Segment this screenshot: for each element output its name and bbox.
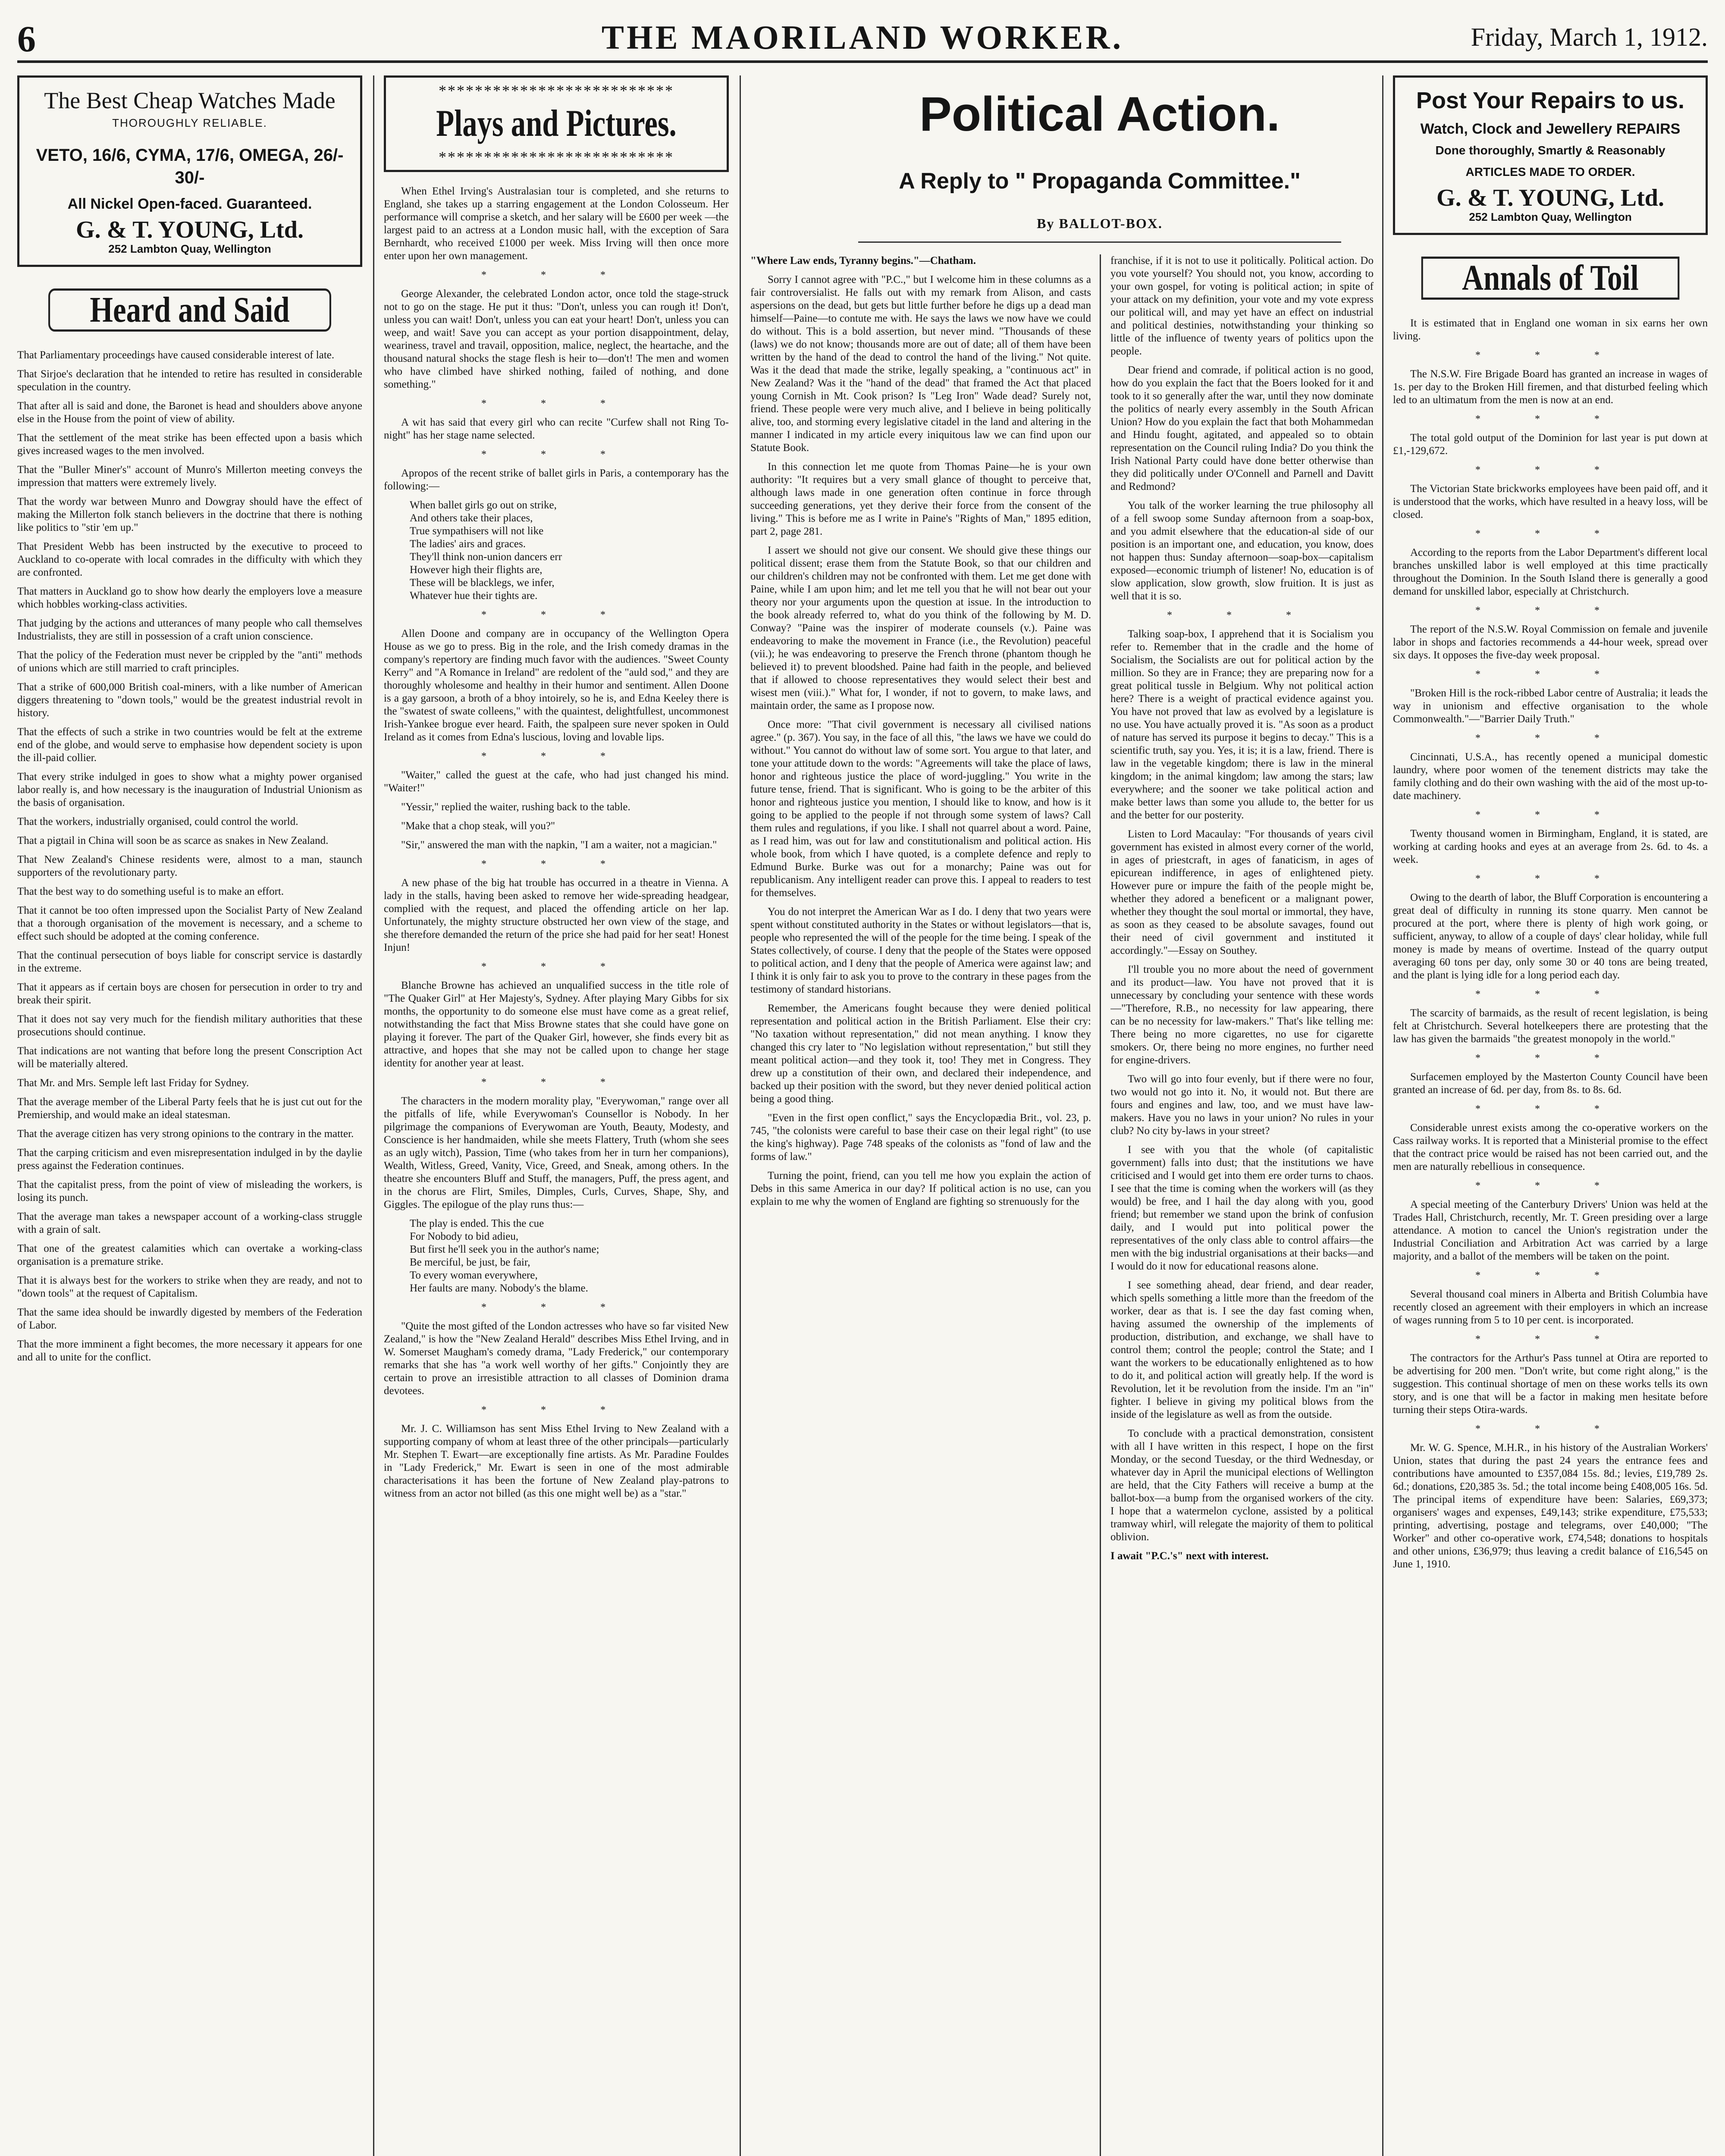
annals-item: Surfacemen employed by the Masterton County Council have been granted an increase of 6d. per day, from 8s. to 8s. 6d. <box>1393 1071 1708 1096</box>
separator: * * * <box>481 270 631 281</box>
political-paragraph: Talking soap-box, I apprehend that it is Socialism you refer to. Remember that in the cradle and the home of Socialism, the Socialists are out for political action by the million. So they are in France; they are preparing now for a great political tussle in Belgium. Why not political action here? There is a weight of practical evidence against you. You have not proved that law as evolved by a legislature is no use. You have actually proved it is. "As soon as a product of nature has served its purpose it begins to decay." This is a scientific truth, say you. Yes, it is; it is a law, friend. There is law in the vegetable kingdom; there is law in the mineral kingdom; in the animal kingdom; law among the stars; law everywhere; and the sooner we take political action and make better laws than some you allude to, the better for us and the better for our posterity. <box>1110 628 1374 821</box>
column-rule <box>740 75 741 2156</box>
epilogue-verse <box>384 1217 729 1295</box>
heard-item: That the policy of the Federation must never be crippled by the "anti" methods of unions which are still married to craft principles. <box>17 649 362 674</box>
heard-item: That the average man takes a newspaper account of a working-class struggle with a grain of salt. <box>17 1211 362 1235</box>
annals-item: Several thousand coal miners in Alberta and British Columbia have recently closed an agreement with their employers in which an increase of wages running from 5 to 10 per cent. is incorporated. <box>1393 1288 1708 1326</box>
political-paragraph: I assert we should not give our consent. We should give these things our political dissent; erase them from the Statute Book, so that our children and our children's children may not be confronted with them. Let me get done with Paine, while I am upon him; and let me tell you that he will not bear out your theory nor your arguments upon the question at issue. In the introduction to the book already referred to, what do you think of the following by M. D. Conway? "Paine was the inspirer of moderate counsels (v.). Paine was endeavoring to make the movement in France (i.e., the Revolution) peaceful (vii.); he was endeavoring to preserve the French throne (phantom though he believed it) to prevent bloodshed. Paine had faith in the people, and believed that if allowed to choose representatives they would select their best and wisest men (viii.)." What for, I wonder, if not to govern, to make laws, and maintain order, the same as I propose now. <box>750 545 1091 711</box>
heard-item: That it does not say very much for the fiendish military authorities that these prosecutions should continue. <box>17 1013 362 1038</box>
separator: * * * <box>481 751 631 762</box>
verse-line: These will be blacklegs, we infer, <box>410 577 555 589</box>
plays-paragraph: Allen Doone and company are in occupancy of the Wellington Opera House as we go to press. Big in the role, and the Irish comedy dramas in the company's repertory are finding much favor with the audiences. "Sweet County Kerry" and "A Romance in Ireland" are redolent of the "auld sod," and they are thoroughly wholesome and healthy in their humor and sentiment. Allen Doone is a gay garsoon, a broth of a bhoy intoirely, so he is, and Edna Keeley there is the "swatest of swate colleens," with the quaintest, delightfullest, uncommonest Irish-Yankee brogue ever heard. Faith, the spalpeen sure never spoken in Ould Ireland as it comes from Edna's luscious, loving and lovable lips. <box>384 628 729 743</box>
heard-item: That a pigtail in China will soon be as scarce as snakes in New Zealand. <box>17 835 329 846</box>
heard-item: That the workers, industrially organised, could control the world. <box>17 816 298 827</box>
heard-item: That the more imminent a fight becomes, the more necessary it appears for one and all to unite for the conflict. <box>17 1338 362 1363</box>
separator: * * * <box>1475 873 1625 884</box>
heard-item: That judging by the actions and utterances of many people who call themselves Industrialists, they are still in possession of a craft union conscience. <box>17 617 362 642</box>
heard-item: That after all is said and done, the Baronet is head and shoulders above anyone else in the House from the point of view of ability. <box>17 400 362 425</box>
separator: * * * <box>1475 1423 1625 1435</box>
heard-item: That the wordy war between Munro and Dowgray should have the effect of making the Millerton folk stanch believers in the doctrine that there is nothing like politics to "stir 'em up." <box>17 496 362 533</box>
signoff: I await "P.C.'s" next with interest. <box>1110 1550 1269 1562</box>
heard-item: That President Webb has been instructed by the executive to proceed to Auckland to co-operate with local comrades in the difficulty with which they are confronted. <box>17 541 362 578</box>
verse-line: When ballet girls go out on strike, <box>410 499 557 511</box>
separator: * * * <box>481 859 631 870</box>
heard-item: That the best way to do something useful is to make an effort. <box>17 886 284 897</box>
separator: * * * <box>1475 464 1625 476</box>
heard-and-said-items <box>17 349 362 1364</box>
heard-item: That it is always best for the workers to strike when they are ready, and not to "down tools" at the request of Capitalism. <box>17 1275 362 1299</box>
plays-paragraph: Mr. J. C. Williamson has sent Miss Ethel Irving to New Zealand with a supporting company of whom at least three of the other principals—particularly Mr. Stephen T. Ewart—are exceptionally fine artists. As Mr. Paradine Fouldes in "Lady Frederick," Mr. Ewart is seen in one of the most admirable characterisations it has been the fortune of New Zealand play-patrons to witness from an actor not billed (as this one might well be) as a "star." <box>384 1423 729 1499</box>
political-paragraph: Sorry I cannot agree with "P.C.," but I welcome him in these columns as a fair controversialist. He falls out with my remark from Alison, and casts aspersions on the dead, but gets but little further before he digs up a dead man himself—Paine—to contute me with. He says the laws we now have we could do without. This is a bold assertion, but never mind. "Thousands of these (laws) we do not know; thousands more are out of date; all of them have been written by the hand of the dead to control the hand of the living." Not quite. Was it the dead that made the strike, legally speaking, a "continuous act" in New Zealand? Was it the "hand of the dead" that framed the Act that placed young Cornish in Mt. Cook prison? Is "Leg Iron" Wade dead? Surely not, friend. These people were very much alive, and I believe in being politically alive, too, and storming every legislative citadel in the land and altering in the manner I indicated in my article every iniquitous law we can find upon our Statute Book. <box>750 274 1091 454</box>
heard-item: That the effects of such a strike in two countries would be felt at the extreme end of the globe, and would serve to emphasise how dependent society is upon the ill-paid collier. <box>17 726 362 764</box>
separator: * * * <box>1475 1180 1625 1191</box>
annals-item: A special meeting of the Canterbury Drivers' Union was held at the Trades Hall, Christchurch, recently, Mr. T. Green presiding over a large attendance. A motion to cancel the Union's registration under the Industrial Conciliation and Arbitration Act was carried by a large majority, and a ballot of the members will be taken on the point. <box>1393 1199 1708 1262</box>
issue-date: Friday, March 1, 1912. <box>1471 23 1708 51</box>
masthead <box>17 13 1708 63</box>
plays-paragraph: The characters in the modern morality play, "Everywoman," range over all the pitfalls of life, while Everywoman's Counsellor is Nobody. In her pilgrimage the companions of Everywoman are Youth, Beauty, Modesty, and Conscience is her handmaiden, while she meets Flattery, Truth (whom she sees as an ugly witch), Passion, Time (who takes from her in turn her companions), Wealth, Witless, Greed, Vanity, Vice, Greed, and Sneak, among others. In the theatre she encounters Bluff and Stuff, the managers, Puff, the press agent, and in the chorus are Flirt, Smiles, Dimples, Curls, Curves, Shape, Shy, and Giggles. The epilogue of the play runs thus:— <box>384 1095 729 1210</box>
political-paragraph: Dear friend and comrade, if political action is no good, how do you explain the fact that the Boers looked for it and took to it so generally after the war, until they now dominate the politics of nearly every assembly in the South African Union? How do you explain the fact that both Mohammedan and Hindu fought, agitated, and appealed so to obtain representation on the Council ruling India? Do you think the Irish National Party could have done better otherwise than they did politically under O'Connell and Parnell and Davitt and Redmond? <box>1110 364 1374 492</box>
heard-item: That matters in Auckland go to show how dearly the employers love a measure which hobbles working-class activities. <box>17 586 362 610</box>
plays-paragraph: When Ethel Irving's Australasian tour is completed, and she returns to England, she takes up a starring engagement at the London Colosseum. Her performance will comprise a sketch, and her salary will be £600 per week —the largest paid to an actress at a London music hall, with the exception of Sara Bernhardt, who received £1000 per week. Miss Irving will then once more enter upon her own management. <box>384 185 729 262</box>
repairs-order: ARTICLES MADE TO ORDER. <box>1465 165 1635 179</box>
plays-paragraph: A wit has said that every girl who can recite "Curfew shall not Ring To-night" has her stage name selected. <box>384 417 729 441</box>
separator: * * * <box>1475 350 1625 361</box>
repairs-firm: G. & T. YOUNG, Ltd. <box>1436 185 1664 211</box>
heard-item: That the carping criticism and even misrepresentation indulged in by the daylie press against the Federation continues. <box>17 1147 362 1172</box>
page-number: 6 <box>17 18 36 60</box>
epigraph: "Where Law ends, Tyranny begins."—Chatham. <box>750 255 976 266</box>
separator: * * * <box>481 609 631 620</box>
political-paragraph: Turning the point, friend, can you tell me how you explain the action of Debs in this same America in our day? If political action is no use, can you explain to me why the women of England are fighting so strenuously for the <box>750 1170 1091 1207</box>
annals-item: According to the reports from the Labor Department's different local branches unskilled labor is well employed at this time practically throughout the Dominion. In the South Island there is generally a good demand for unskilled labor, especially at Christchurch. <box>1393 547 1708 597</box>
plays-paragraph: Apropos of the recent strike of ballet girls in Paris, a contemporary has the following:— <box>384 467 729 492</box>
annals-item: Cincinnati, U.S.A., has recently opened a municipal domestic laundry, where poor women of the tenement districts may take the family clothing and do their own washing with the aid of the most up-to-date machinery. <box>1393 751 1708 802</box>
political-paragraph: I'll trouble you no more about the need of government and its product—law. You have not proved that it is unnecessary by concluding your sentence with these words—"Therefore, R.B., no necessity for law appearing, there can be no necessity for law-makers." That's like telling me: There being no more cigarettes, no use for cigarette smokers. Or, there being no more engines, no further need for engine-drivers. <box>1110 964 1374 1066</box>
heard-item: That it appears as if certain boys are chosen for persecution in order to try and break their spirit. <box>17 981 362 1006</box>
annals-item: Mr. W. G. Spence, M.H.R., in his history of the Australian Workers' Union, states that during the past 24 years the entrance fees and contributions have amounted to £357,084 15s. 8d.; levies, £19,789 2s. 6d.; donations, £20,385 3s. 5d.; the total income being £408,005 16s. 5d. The principal items of expenditure have been: Salaries, £69,373; organisers' wages and expenses, £49,143; strike expenditure, £75,533; printing, advertising, postage and telegrams, over £40,000; "The Worker" and other co-operative work, £74,548; donations to hospitals and other unions, £36,979; thus leaving a credit balance of £16,545 on June 1, 1910. <box>1393 1442 1708 1570</box>
separator: * * * <box>1167 610 1317 621</box>
annals-item: Considerable unrest exists among the co-operative workers on the Cass railway works. It is reported that a Ministerial promise to the effect that the contract price would be raised has not been carried out, and the men are naturally rebellious in consequence. <box>1393 1122 1708 1172</box>
annals-item: The total gold output of the Dominion for last year is put down at £1,-129,672. <box>1393 432 1708 457</box>
political-paragraph: To conclude with a practical demonstration, consistent with all I have written in this respect, I hope on the first Monday, or the second Tuesday, or the third Wednesday, or whatever day in April the municipal elections of Wellington are held, that the City Fathers will receive a bump at the ballot-box—a bump from the organised workers of the city. I hope that a watermelon cyclone, assisted by a political tramway whirl, will relegate the majority of them to political oblivion. <box>1110 1428 1374 1543</box>
watches-tag: THOROUGHLY RELIABLE. <box>112 116 267 129</box>
separator: * * * <box>481 1077 631 1088</box>
verse-line: However high their flights are, <box>410 564 543 576</box>
verse-line: And others take their places, <box>410 512 533 524</box>
heard-item: That the continual persecution of boys liable for conscript service is dastardly in the extreme. <box>17 950 362 974</box>
plays-paragraph: "Quite the most gifted of the London actresses who have so far visited New Zealand," is how the "New Zealand Herald" describes Miss Ethel Irving, and in W. Somerset Maugham's comedy drama, "Lady Frederick," our contemporary remarks that she has "a work well worthy of her gifts." Conjointly they are certain to prove an irresistible attraction to all classes of Dominion drama devotees. <box>384 1320 729 1397</box>
annals-item: It is estimated that in England one woman in six earns her own living. <box>1393 317 1708 342</box>
separator: * * * <box>481 1302 631 1313</box>
plays-paragraph: "Make that a chop steak, will you?" <box>401 820 555 832</box>
verse-line: They'll think non-union dancers err <box>410 551 562 563</box>
watches-prices: VETO, 16/6, CYMA, 17/6, OMEGA, 26/- 30/- <box>36 146 344 187</box>
separator: * * * <box>481 1404 631 1416</box>
plays-paragraph: George Alexander, the celebrated London actor, once told the stage-struck not to go on the stage. He put it thus: "Don't, unless you can rough it! Don't, unless you can wait! Don't, unless you can eat your heart! Don't, unless you can weep, and wait! Save you can accept as your portion disappointment, delay, weariness, travel and travail, opposition, malice, neglect, the heartache, and the thousand natural shocks the stage flesh is heir to—don't! The men and women who have climbed have shirked nothing, failed of nothing, and done something." <box>384 288 729 390</box>
column-rule <box>373 75 374 2156</box>
header-rule <box>858 241 1341 243</box>
watches-address: 252 Lambton Quay, Wellington <box>108 242 271 255</box>
annals-item: The Victorian State brickworks employees have been paid off, and it is understood that the works, which have resulted in a heavy loss, will be closed. <box>1393 483 1708 520</box>
watches-firm: G. & T. YOUNG, Ltd. <box>76 216 304 243</box>
verse-line: Her faults are many. Nobody's the blame. <box>410 1282 588 1294</box>
column-1 <box>17 75 362 2156</box>
heard-item: That a strike of 600,000 British coal-miners, with a like number of American diggers threatening to "down tools," would be the greatest industrial revolt in history. <box>17 681 362 719</box>
heard-item: That every strike indulged in goes to show what a mighty power organised labor really is, and how necessary is the inauguration of Industrial Unionism as the basis of organisation. <box>17 771 362 808</box>
separator: * * * <box>1475 414 1625 425</box>
political-action-byline: By BALLOT-BOX. <box>1037 216 1163 231</box>
verse-line: For Nobody to bid adieu, <box>410 1231 519 1242</box>
heard-item: That the settlement of the meat strike has been effected upon a basis which gives increased wages to the men involved. <box>17 432 362 457</box>
heard-item: That Mr. and Mrs. Semple left last Friday for Sydney. <box>17 1077 249 1089</box>
annals-item: Owing to the dearth of labor, the Bluff Corporation is encountering a great deal of difficulty in running its stone quarry. Men cannot be procured at the port, where there is plenty of high work going, or sufficient, anyway, to allow of a couple of days' clear holiday, while full money is made by means of overtime. Instead of the quarry output averaging 60 tons per day, only some 30 or 40 tons are being treated, and the plant is lying idle for a long period each day. <box>1393 892 1708 981</box>
separator: * * * <box>1475 733 1625 744</box>
repairs-quality: Done thoroughly, Smartly & Reasonably <box>1435 144 1665 157</box>
annals-item: The report of the N.S.W. Royal Commission on female and juvenile labor in shops and factories recommends a 44-hour week, spread over six days. It opposes the five-day week proposal. <box>1393 624 1708 661</box>
political-paragraph: You do not interpret the American War as I do. I deny that two years were spent without constituted authority in the States or without legislators—that is, people who represented the will of the people for the time being. I speak of the States collectively, of course. I deny that the people of the States were opposed to political action, and I deny that the people of America were against law; and I think it is only fair to ask you to prove to the contrary in these pages from the testimony of standard historians. <box>750 906 1091 995</box>
plays-paragraph: "Waiter," called the guest at the cafe, who had just changed his mind. "Waiter!" <box>384 769 729 794</box>
separator: * * * <box>1475 1053 1625 1064</box>
separator: * * * <box>1475 809 1625 821</box>
column-rule <box>1100 254 1101 2156</box>
repairs-service: Watch, Clock and Jewellery REPAIRS <box>1420 121 1681 137</box>
political-paragraph: Once more: "That civil government is necessary all civilised nations agree." (p. 367). You say, in the face of all this, "the laws we have we could do without." You cannot do without law of some sort. You argue to that later, and tone your attitude down to the words: "Agreements will take the place of laws, honor and righteous justice the place of word-juggling." You write in the future tense, friend. That is significant. Who is going to be the arbiter of this honor and righteous justice you mention, I should like to know, and how is it going to be applied to the people if not through some system of laws? Call them rules and regulations, if you like. I shall not quarrel about a word. Paine, as I read him, was out for law and constitutionalism and political action. His whole book, from which I have quoted, is a complete defence and reply to Edmund Burke. Burke was out for a monarchy; Paine was out for republicanism. Any intelligent reader can prove this. I appeal to readers to test for themselves. <box>750 719 1091 899</box>
plays-title: Plays and Pictures. <box>436 103 677 144</box>
stars-border: ************************** <box>439 82 674 99</box>
paper-title: THE MAORILAND WORKER. <box>601 19 1124 56</box>
plays-paragraph: Blanche Browne has achieved an unqualified success in the title role of "The Quaker Girl" at Her Majesty's, Sydney. After playing Mary Gibbs for six months, the opportunity to do someone else must have come as a great relief, notwithstanding the fact that Miss Browne states that she could have gone on playing it forever. The part of the Quaker Girl, however, she finds every bit as attractive, and hopes that she may not be called upon to change her stage identity for another year at least. <box>384 980 729 1069</box>
column-3 <box>750 254 1091 2156</box>
separator: * * * <box>1475 989 1625 1000</box>
plays-title-box <box>384 75 729 172</box>
verse-line: To every woman everywhere, <box>410 1269 538 1281</box>
political-paragraph: Two will go into four evenly, but if there were no four, two would not go into it. No, it would not. But there are fours and engines and law, too, and we must have law-makers. Have you no laws in your union? No rules in your club? No city by-laws in your street? <box>1110 1073 1374 1137</box>
heard-and-said-title: Heard and Said <box>48 288 331 332</box>
separator: * * * <box>1475 605 1625 616</box>
repairs-headline: Post Your Repairs to us. <box>1416 88 1685 113</box>
separator: * * * <box>481 961 631 972</box>
verse-line: The play is ended. This the cue <box>410 1218 544 1229</box>
political-paragraph: franchise, if it is not to use it politically. Political action. Do you vote yourself? You should not, you know, according to your own gospel, for voting is political action; in spite of your attack on my definition, your vote and my vote express our political will, and may yet have an effect on industrial and political destinies, notwithstanding your thinking so little of the influence of twenty years of politics upon the people. <box>1110 255 1374 357</box>
ballet-verse <box>384 499 729 602</box>
heard-item: That the same idea should be inwardly digested by members of the Federation of Labor. <box>17 1307 362 1331</box>
political-paragraph: In this connection let me quote from Thomas Paine—he is your own authority: "It requires but a very small glance of thought to perceive that, although laws made in one generation often continue in force through succeeding generations, yet they derive their force from the consent of the living." This is before me as I write in Paine's "Rights of Man," 1895 edition, part 2, page 281. <box>750 461 1091 537</box>
political-action-subtitle: A Reply to " Propaganda Committee." <box>899 169 1301 194</box>
heard-item: That New Zealand's Chinese residents were, almost to a man, staunch supporters of the revolutionary party. <box>17 854 362 878</box>
heard-item: That the average member of the Liberal Party feels that he is just cut out for the Premiership, and would make an ideal statesman. <box>17 1096 362 1121</box>
annals-item: Twenty thousand women in Birmingham, England, it is stated, are working at carding hooks and eyes at an average from 2s. 6d. to 4s. a week. <box>1393 828 1708 865</box>
heard-item: That Sirjoe's declaration that he intended to retire has resulted in considerable speculation in the country. <box>17 368 362 393</box>
verse-line: True sympathisers will not like <box>410 525 544 537</box>
annals-item: The scarcity of barmaids, as the result of recent legislation, is being felt at Christchurch. Several hotelkeepers there are protesting that the law has given the barmaids "the greatest monopoly in the world." <box>1393 1007 1708 1045</box>
repairs-address: 252 Lambton Quay, Wellington <box>1469 210 1632 223</box>
annals-item: "Broken Hill is the rock-ribbed Labor centre of Australia; it leads the way in unionism and effective organisation to the whole Commonwealth."—"Barrier Daily Truth." <box>1393 687 1708 725</box>
separator: * * * <box>481 449 631 460</box>
column-2 <box>384 75 729 2156</box>
separator: * * * <box>481 398 631 409</box>
political-paragraph: You talk of the worker learning the true philosophy all of a fell swoop some Sunday afternoon from a soap-box, and you admit elsewhere that the education-al side of our position is an important one, and education, you know, does not happen thus: Sunday afternoon—soap-box—capitalism exposed—economic triumph of listener! No, education is of slow application, slow growth, slow fruition. It is just as well that it is so. <box>1110 500 1374 602</box>
heard-item: That the "Buller Miner's" account of Munro's Millerton meeting conveys the impression that matters were extremely lively. <box>17 464 362 489</box>
political-paragraph: Listen to Lord Macaulay: "For thousands of years civil government has existed in almost every corner of the world, in ages of priestcraft, in ages of fanaticism, in ages of epicurean indifference, in ages of enlightened piety. However pure or impure the faith of the people might be, whether they adored a beneficent or a malignant power, whether they thought the soul mortal or immortal, they have, as soon as they ceased to be absolute savages, found out their need of civil government and instituted it accordingly."—Essay on Southey. <box>1110 828 1374 956</box>
heard-item: That one of the greatest calamities which can overtake a working-class organisation is a premature strike. <box>17 1243 362 1267</box>
political-paragraph: Remember, the Americans fought because they were denied political representation and political action in the British Parliament. Else their cry: "No taxation without representation," did not mean anything. I know they changed this cry later to "No legislation without representation," but still they meant political action—and they took it, too! They met in Congress. They drew up a constitution of their own, and declared their independence, and backed up their position with the sword, but they never denied political action being a good thing. <box>750 1003 1091 1105</box>
watches-headline: The Best Cheap Watches Made <box>44 88 336 113</box>
watches-advert <box>17 75 362 267</box>
verse-line: Whatever hue their tights are. <box>410 590 538 602</box>
annals-of-toil-title: Annals of Toil <box>1421 257 1680 300</box>
plays-paragraph: "Sir," answered the man with the napkin, "I am a waiter, not a magician." <box>401 839 717 851</box>
stars-border: ************************** <box>439 148 674 166</box>
repairs-advert <box>1393 75 1708 235</box>
political-paragraph: "Even in the first open conflict," says the Encyclopædia Brit., vol. 23, p. 745, "the colonists were careful to base their case on their legal right" (to use the king's highway). Page 748 speaks of the colonists as "fond of law and the forms of law." <box>750 1112 1091 1163</box>
annals-item: The N.S.W. Fire Brigade Board has granted an increase in wages of 1s. per day to the Broken Hill firemen, and that disturbed feeling which led to an ultimatum from the men is now at an end. <box>1393 368 1708 406</box>
heard-item: That the capitalist press, from the point of view of misleading the workers, is losing its punch. <box>17 1179 362 1203</box>
separator: * * * <box>1475 1334 1625 1345</box>
plays-paragraph: "Yessir," replied the waiter, rushing back to the table. <box>401 801 630 813</box>
column-rule <box>1382 75 1383 2156</box>
separator: * * * <box>1475 1103 1625 1115</box>
verse-line: The ladies' airs and graces. <box>410 538 526 550</box>
political-action-title: Political Action. <box>919 87 1280 141</box>
heard-item: That Parliamentary proceedings have caused considerable interest of late. <box>17 349 335 361</box>
column-4 <box>1110 254 1374 2156</box>
annals-item: The contractors for the Arthur's Pass tunnel at Otira are reported to be advertising for 200 men. "Don't write, but come right along," is the suggestion. This continual shortage of men on these works tells its own story, and is one that will be a factor in making men hesitate before turning their steps Otira-wards. <box>1393 1352 1708 1416</box>
political-paragraph: I see with you that the whole (of capitalistic government) falls into dust; that the institutions we have criticised and I would get into them ere order turns to chaos. I see that the time is coming when the workers will (as they would) be free, and I hail the day along with you, good friend; but remember we stand upon the brink of confusion daily, and I would put into political power the representatives of the only class able to control affairs—the men with the big industrial organisations at their backs—and I would do it now for educational reasons alone. <box>1110 1144 1374 1272</box>
column-5 <box>1393 75 1708 2156</box>
political-paragraph: I see something ahead, dear friend, and dear reader, which spells something a little more than the freedom of the worker, dear as that is. I see the day fast coming when, having assumed the ownership of the implements of production, distribution, and exchange, we shall have to control them; control the people; control the State; and I want the workers to be educationally enlightened as to how to do it, and political action will greatly help. If the word is Revolution, let it be revolution from the inside. I'm an "in" fighter. I believe in giving my political blows from the inside of the legislature as well as from the outside. <box>1110 1279 1374 1420</box>
heard-item: That the average citizen has very strong opinions to the contrary in the matter. <box>17 1128 354 1140</box>
separator: * * * <box>1475 669 1625 680</box>
heard-item: That it cannot be too often impressed upon the Socialist Party of New Zealand that a thorough organisation of the movement is necessary, and a scheme to effect such should be adopted at the coming conference. <box>17 905 362 942</box>
separator: * * * <box>1475 528 1625 539</box>
heard-item: That indications are not wanting that before long the present Conscription Act will be materially altered. <box>17 1045 362 1070</box>
separator: * * * <box>1475 1270 1625 1281</box>
verse-line: Be merciful, be just, be fair, <box>410 1257 530 1268</box>
watches-note: All Nickel Open-faced. Guaranteed. <box>67 196 312 212</box>
plays-paragraph: A new phase of the big hat trouble has occurred in a theatre in Vienna. A lady in the stalls, having been asked to remove her wide-spreading headgear, complied with the request, and placed the offending article on her lap. Unfortunately, the mighty structure obstructed her own view of the stage, and she therefore demanded the return of the price she had paid for her seat! Honest Injun! <box>384 877 729 953</box>
verse-line: But first he'll seek you in the author's name; <box>410 1244 599 1255</box>
